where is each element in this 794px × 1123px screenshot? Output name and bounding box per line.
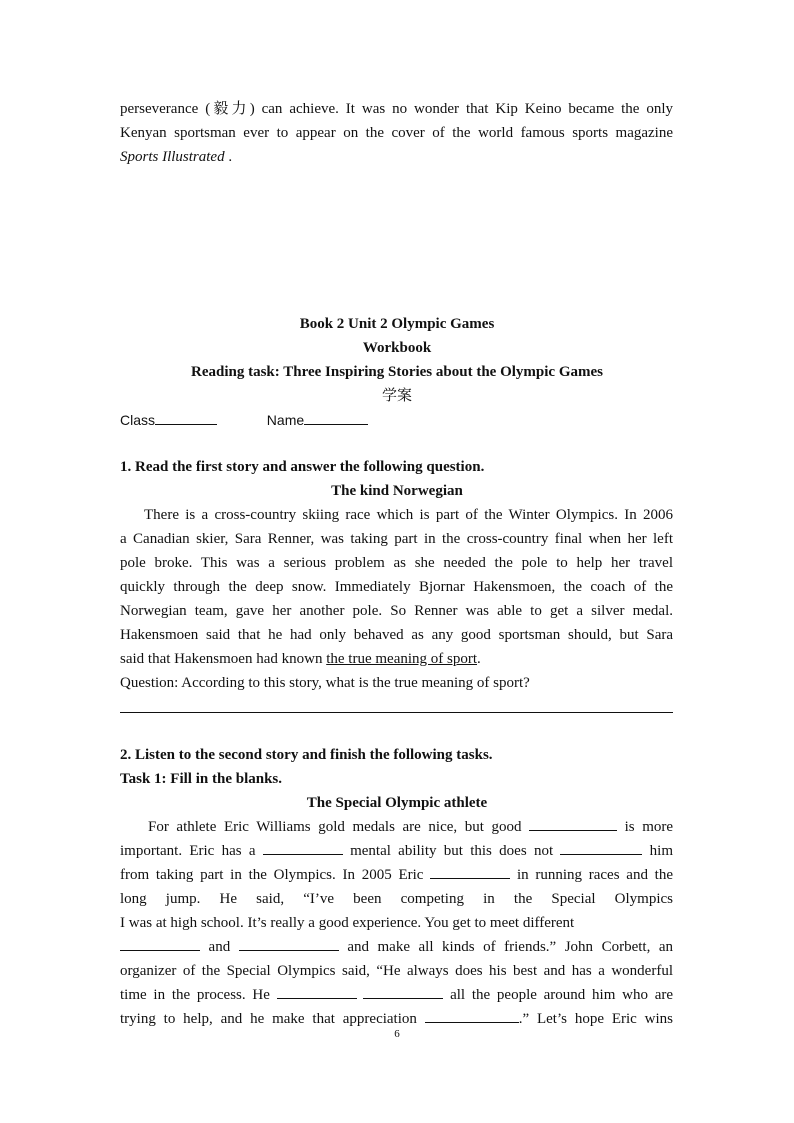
continuation-line-1: perseverance (毅力) can achieve. It was no wonder that Kip Keino became the only xyxy=(120,101,673,117)
story1-line: Norwegian team, gave her another pole. So Renner was able to get a silver medal. xyxy=(120,603,673,619)
text: is more xyxy=(624,819,674,835)
story2-line: long jump. He said, “I’ve been competing in the Special Olympics xyxy=(120,891,673,907)
story2-line xyxy=(148,815,673,839)
text: .” Let’s hope Eric wins xyxy=(518,1011,673,1027)
fill-blank[interactable] xyxy=(263,839,343,855)
name-blank[interactable] xyxy=(304,409,368,425)
magazine-name: Sports Illustrated xyxy=(120,149,225,165)
story1-question: Question: According to this story, what is the true meaning of sport? xyxy=(120,675,530,691)
text: time in the process. He xyxy=(120,987,270,1003)
fill-blank[interactable] xyxy=(560,839,642,855)
fill-blank[interactable] xyxy=(120,935,200,951)
text: from taking part in the Olympics. In 2005 Eric xyxy=(120,867,424,883)
continuation-line-3 xyxy=(120,145,673,169)
fill-blank[interactable] xyxy=(363,983,443,999)
text: in running races and the xyxy=(516,867,674,883)
story1-line: There is a cross-country skiing race which is part of the Winter Olympics. In 2006 xyxy=(144,507,673,523)
answer-line[interactable] xyxy=(120,712,673,713)
story1-text: said that Hakensmoen had known xyxy=(120,651,327,667)
story1-text: . xyxy=(477,651,481,667)
section1-instruction: 1. Read the first story and answer the following question. xyxy=(120,459,485,475)
page-number: 6 xyxy=(394,1028,400,1040)
text: trying to help, and he make that appreciation xyxy=(120,1011,417,1027)
xuean-title: 学案 xyxy=(381,388,412,404)
book-title: Book 2 Unit 2 Olympic Games xyxy=(299,316,495,332)
continuation-line-2: Kenyan sportsman ever to appear on the cover of the world famous sports magazine xyxy=(120,125,673,141)
story1-line: quickly through the deep snow. Immediately Bjornar Hakensmoen, the coach of the xyxy=(120,579,673,595)
story1-line: pole broke. This was a serious problem as she needed the pole to help her travel xyxy=(120,555,673,571)
fill-blank[interactable] xyxy=(529,815,617,831)
story2-line xyxy=(120,863,673,887)
period: . xyxy=(224,149,233,165)
fill-blank[interactable] xyxy=(277,983,357,999)
story1-title: The kind Norwegian xyxy=(331,483,463,499)
text: and make all kinds of friends.” John Corbett, an xyxy=(347,939,674,955)
story1-line: Hakensmoen said that he had only behaved as any good sportsman should, but Sara xyxy=(120,627,673,643)
workbook-title: Workbook xyxy=(362,340,432,356)
true-meaning-phrase: the true meaning of sport xyxy=(326,651,478,667)
text: all the people around him who are xyxy=(450,987,674,1003)
story2-line: I was at high school. It’s really a good experience. You get to meet different xyxy=(120,915,575,931)
fill-blank[interactable] xyxy=(425,1007,519,1023)
story2-line xyxy=(120,935,673,959)
text: important. Eric has a xyxy=(120,843,256,859)
fill-blank[interactable] xyxy=(239,935,339,951)
story2-line xyxy=(120,983,673,1007)
reading-task-title: Reading task: Three Inspiring Stories about the Olympic Games xyxy=(191,364,603,380)
class-name-row xyxy=(120,408,673,432)
text: mental ability but this does not xyxy=(350,843,554,859)
story2-line xyxy=(120,839,673,863)
story1-line: a Canadian skier, Sara Renner, was taking part in the cross-country final when her left xyxy=(120,531,673,547)
text: and xyxy=(208,939,231,955)
story2-title: The Special Olympic athlete xyxy=(306,795,488,811)
fill-blank[interactable] xyxy=(430,863,510,879)
class-label: Class xyxy=(120,412,156,428)
task1-label: Task 1: Fill in the blanks. xyxy=(120,771,283,787)
section2-instruction: 2. Listen to the second story and finish the following tasks. xyxy=(120,747,493,763)
class-blank[interactable] xyxy=(155,409,217,425)
story1-last-line xyxy=(120,647,673,671)
text: For athlete Eric Williams gold medals are nice, but good xyxy=(148,819,522,835)
name-label: Name xyxy=(266,412,305,428)
story2-line: organizer of the Special Olympics said, “He always does his best and has a wonderful xyxy=(120,963,673,979)
text: him xyxy=(649,843,674,859)
